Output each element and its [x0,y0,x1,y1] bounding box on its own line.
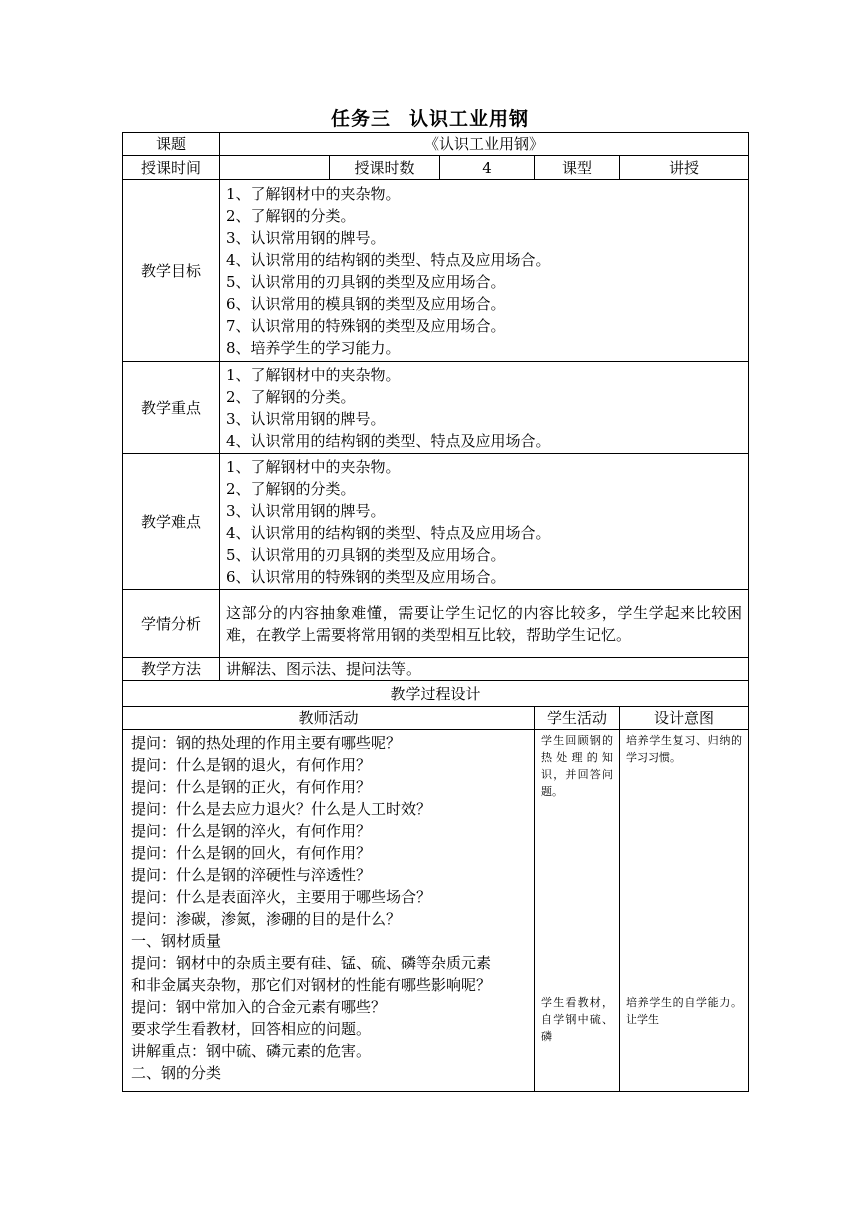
key-points-list [220,362,749,454]
list-item: 6、认识常用的模具钢的类型及应用场合。 [226,294,506,313]
list-item: 一、钢材质量 [131,932,222,950]
title-part-1: 任务三 [330,108,391,130]
design-intent-cell [620,730,749,1092]
list-item: 1、了解钢材中的夹杂物。 [226,365,401,384]
process-header: 教学过程设计 [123,681,749,707]
difficulties-row [123,454,749,590]
list-item: 2、了解钢的分类。 [226,206,356,225]
list-item: 1、了解钢材中的夹杂物。 [226,184,401,203]
list-item: 2、了解钢的分类。 [226,479,356,498]
type-label: 课型 [535,156,620,180]
analysis-text: 这部分的内容抽象难懂，需要让学生记忆的内容比较多，学生学起来比较困难，在教学上需要将常用钢的类型相互比较，帮助学生记忆。 [220,590,749,658]
list-item: 二、钢的分类 [131,1064,222,1082]
difficulties-list [220,454,749,590]
list-item: 6、认识常用的特殊钢的类型及应用场合。 [226,567,506,586]
teacher-activity-header: 教师活动 [123,707,535,730]
list-item: 提问：什么是钢的淬火，有何作用？ [131,822,372,840]
list-item: 2、了解钢的分类。 [226,387,356,406]
list-item: 3、认识常用钢的牌号。 [226,409,386,428]
course-value: 《认识工业用钢》 [220,133,749,156]
analysis-row [123,590,749,658]
key-points-row [123,362,749,454]
lesson-plan-table [122,132,749,1092]
methods-value: 讲解法、图示法、提问法等。 [220,658,749,681]
time-label: 授课时间 [123,156,220,180]
teacher-activity-cell [123,730,535,1092]
list-item: 4、认识常用的结构钢的类型、特点及应用场合。 [226,250,551,269]
list-item: 提问：渗碳，渗氮，渗硼的目的是什么？ [131,910,402,928]
list-item: 3、认识常用钢的牌号。 [226,501,386,520]
list-item: 提问：什么是钢的正火，有何作用？ [131,778,372,796]
list-item: 提问：钢的热处理的作用主要有哪些呢？ [131,734,402,752]
difficulties-label: 教学难点 [123,454,220,590]
process-columns-row [123,707,749,730]
type-value: 讲授 [620,156,749,180]
objectives-row [123,180,749,362]
course-label: 课题 [123,133,220,156]
list-item: 和非金属夹杂物，那它们对钢材的性能有哪些影响呢？ [131,976,492,994]
list-item: 提问：什么是表面淬火，主要用于哪些场合？ [131,888,432,906]
list-item: 提问：钢材中的杂质主要有硅、锰、硫、磷等杂质元素 [131,954,492,972]
design-intent-2: 培养学生的自学能力。让学生 [626,996,743,1026]
time-value [220,156,330,180]
key-points-label: 教学重点 [123,362,220,454]
list-item: 1、了解钢材中的夹杂物。 [226,457,401,476]
analysis-label: 学情分析 [123,590,220,658]
list-item: 5、认识常用的刃具钢的类型及应用场合。 [226,272,506,291]
list-item: 7、认识常用的特殊钢的类型及应用场合。 [226,316,506,335]
methods-row [123,658,749,681]
list-item: 5、认识常用的刃具钢的类型及应用场合。 [226,545,506,564]
list-item: 提问：什么是钢的回火，有何作用？ [131,844,372,862]
process-content-row [123,730,749,1092]
course-row [123,133,749,156]
list-item: 要求学生看教材，回答相应的问题。 [131,1020,372,1038]
student-activity-1: 学生回顾钢的热处理的知识，并回答问题。 [541,734,613,798]
time-row [123,156,749,180]
hours-label: 授课时数 [330,156,440,180]
hours-value: 4 [440,156,535,180]
design-intent-header: 设计意图 [620,707,749,730]
student-activity-2: 学生看教材，自学钢中硫、磷 [541,996,613,1043]
student-activity-cell [535,730,620,1092]
objectives-label: 教学目标 [123,180,220,362]
student-activity-header: 学生活动 [535,707,620,730]
list-item: 3、认识常用钢的牌号。 [226,228,386,247]
methods-label: 教学方法 [123,658,220,681]
process-header-row [123,681,749,707]
list-item: 提问：钢中常加入的合金元素有哪些？ [131,998,387,1016]
page-title [0,104,860,131]
list-item: 讲解重点：钢中硫、磷元素的危害。 [131,1042,372,1060]
list-item: 4、认识常用的结构钢的类型、特点及应用场合。 [226,431,551,450]
title-part-2: 认识工业用钢 [409,108,530,130]
design-intent-1: 培养学生复习、归纳的学习习惯。 [626,734,743,764]
list-item: 提问：什么是钢的淬硬性与淬透性？ [131,866,372,884]
objectives-list [220,180,749,362]
list-item: 提问：什么是去应力退火？什么是人工时效？ [131,800,432,818]
list-item: 8、培养学生的学习能力。 [226,338,401,357]
list-item: 4、认识常用的结构钢的类型、特点及应用场合。 [226,523,551,542]
list-item: 提问：什么是钢的退火，有何作用？ [131,756,372,774]
